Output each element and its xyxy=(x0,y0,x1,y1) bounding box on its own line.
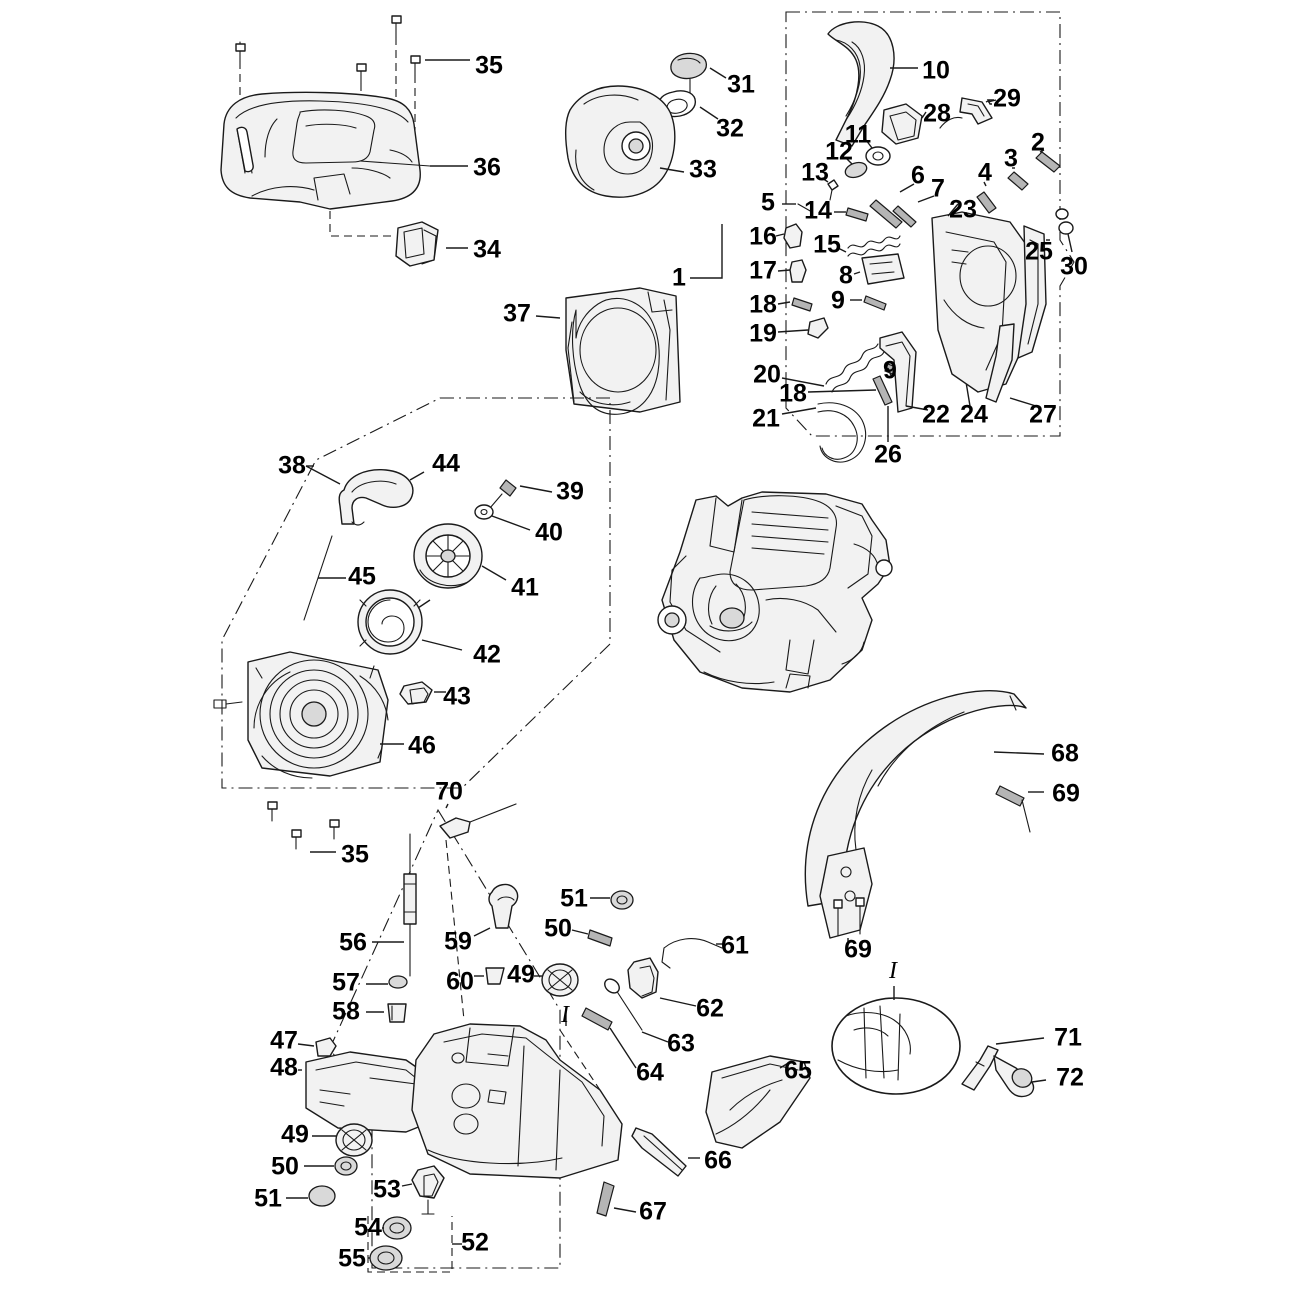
callout-54: 54 xyxy=(354,1213,382,1242)
callout-50-lower: 50 xyxy=(271,1152,299,1181)
callout-21: 21 xyxy=(752,404,780,433)
callout-70: 70 xyxy=(435,777,463,806)
callout-42: 42 xyxy=(473,640,501,669)
callout-11: 11 xyxy=(844,120,872,149)
callout-57: 57 xyxy=(332,968,360,997)
callout-55: 55 xyxy=(338,1244,366,1273)
group-engine xyxy=(658,492,892,692)
callout-8: 8 xyxy=(839,261,853,290)
callout-16: 16 xyxy=(749,222,777,251)
callout-10: 10 xyxy=(922,56,950,85)
callout-17: 17 xyxy=(749,256,777,285)
callout-53: 53 xyxy=(373,1175,401,1204)
callout-6: 6 xyxy=(911,161,925,190)
callout-4: 4 xyxy=(978,158,992,187)
callout-7: 7 xyxy=(931,174,945,203)
callout-49-lower: 49 xyxy=(281,1120,309,1149)
callout-13: 13 xyxy=(801,158,829,187)
callout-59: 59 xyxy=(444,927,472,956)
group-top-cover xyxy=(221,16,470,266)
callout-14: 14 xyxy=(804,196,832,225)
callout-66: 66 xyxy=(704,1146,732,1175)
callout-51-upper: 51 xyxy=(560,884,588,913)
callout-71: 71 xyxy=(1054,1023,1082,1052)
callout-56: 56 xyxy=(339,928,367,957)
callout-9: 9 xyxy=(831,286,845,315)
callout-37: 37 xyxy=(503,299,531,328)
group-detail-circle xyxy=(832,986,960,1094)
callout-33: 33 xyxy=(689,155,717,184)
group-tank-assembly xyxy=(286,804,810,1272)
callout-12: 12 xyxy=(825,137,853,166)
callout-28: 28 xyxy=(923,99,951,128)
callout-52: 52 xyxy=(461,1228,489,1257)
callout-65: 65 xyxy=(784,1056,812,1085)
callout-61: 61 xyxy=(721,931,749,960)
callout-47: 47 xyxy=(270,1026,298,1055)
callout-36: 36 xyxy=(473,153,501,182)
callout-25: 25 xyxy=(1025,237,1053,266)
callout-63: 63 xyxy=(667,1029,695,1058)
callout-72: 72 xyxy=(1056,1063,1084,1092)
callout-1: 1 xyxy=(672,263,686,292)
callout-43: 43 xyxy=(443,682,471,711)
callout-51-lower: 51 xyxy=(254,1184,282,1213)
callout-29: 29 xyxy=(993,84,1021,113)
callout-22: 22 xyxy=(922,400,950,429)
callout-46: 46 xyxy=(408,731,436,760)
callout-58: 58 xyxy=(332,997,360,1026)
callout-50-upper: 50 xyxy=(544,914,572,943)
callout-27: 27 xyxy=(1029,400,1057,429)
callout-49-upper: 49 xyxy=(507,960,535,989)
callout-60: 60 xyxy=(446,967,474,996)
callout-38: 38 xyxy=(278,451,306,480)
callout-45: 45 xyxy=(348,562,376,591)
callout-5: 5 xyxy=(761,188,775,217)
callout-68: 68 xyxy=(1051,739,1079,768)
callout-30: 30 xyxy=(1060,252,1088,281)
callout-40: 40 xyxy=(535,518,563,547)
callout-39: 39 xyxy=(556,477,584,506)
callout-67: 67 xyxy=(639,1197,667,1226)
callout-64: 64 xyxy=(636,1058,664,1087)
callout-18: 18 xyxy=(749,290,777,319)
callout-35-top: 35 xyxy=(475,51,503,80)
callout-24: 24 xyxy=(960,400,988,429)
callout-18-second: 18 xyxy=(779,379,807,408)
callout-20: 20 xyxy=(753,360,781,389)
callout-44: 44 xyxy=(432,449,460,478)
detail-marker-I-right: I xyxy=(889,958,897,984)
callout-41: 41 xyxy=(511,573,539,602)
callout-32: 32 xyxy=(716,114,744,143)
callout-48: 48 xyxy=(270,1053,298,1082)
callout-31: 31 xyxy=(727,70,755,99)
group-handlebar xyxy=(805,691,1044,944)
group-tool xyxy=(962,1038,1046,1097)
group-starter-assembly xyxy=(214,398,610,852)
callout-26: 26 xyxy=(874,440,902,469)
callout-69-lower: 69 xyxy=(844,935,872,964)
detail-marker-I-tank: I xyxy=(561,1002,569,1028)
group-fan-housing xyxy=(536,288,680,414)
callout-23: 23 xyxy=(949,195,977,224)
callout-2: 2 xyxy=(1031,128,1045,157)
callout-35-lower: 35 xyxy=(341,840,369,869)
callout-15: 15 xyxy=(813,230,841,259)
callout-62: 62 xyxy=(696,994,724,1023)
callout-69: 69 xyxy=(1052,779,1080,808)
callout-34: 34 xyxy=(473,235,501,264)
callout-9-second: 9 xyxy=(883,356,897,385)
callout-3: 3 xyxy=(1004,144,1018,173)
callout-19: 19 xyxy=(749,319,777,348)
